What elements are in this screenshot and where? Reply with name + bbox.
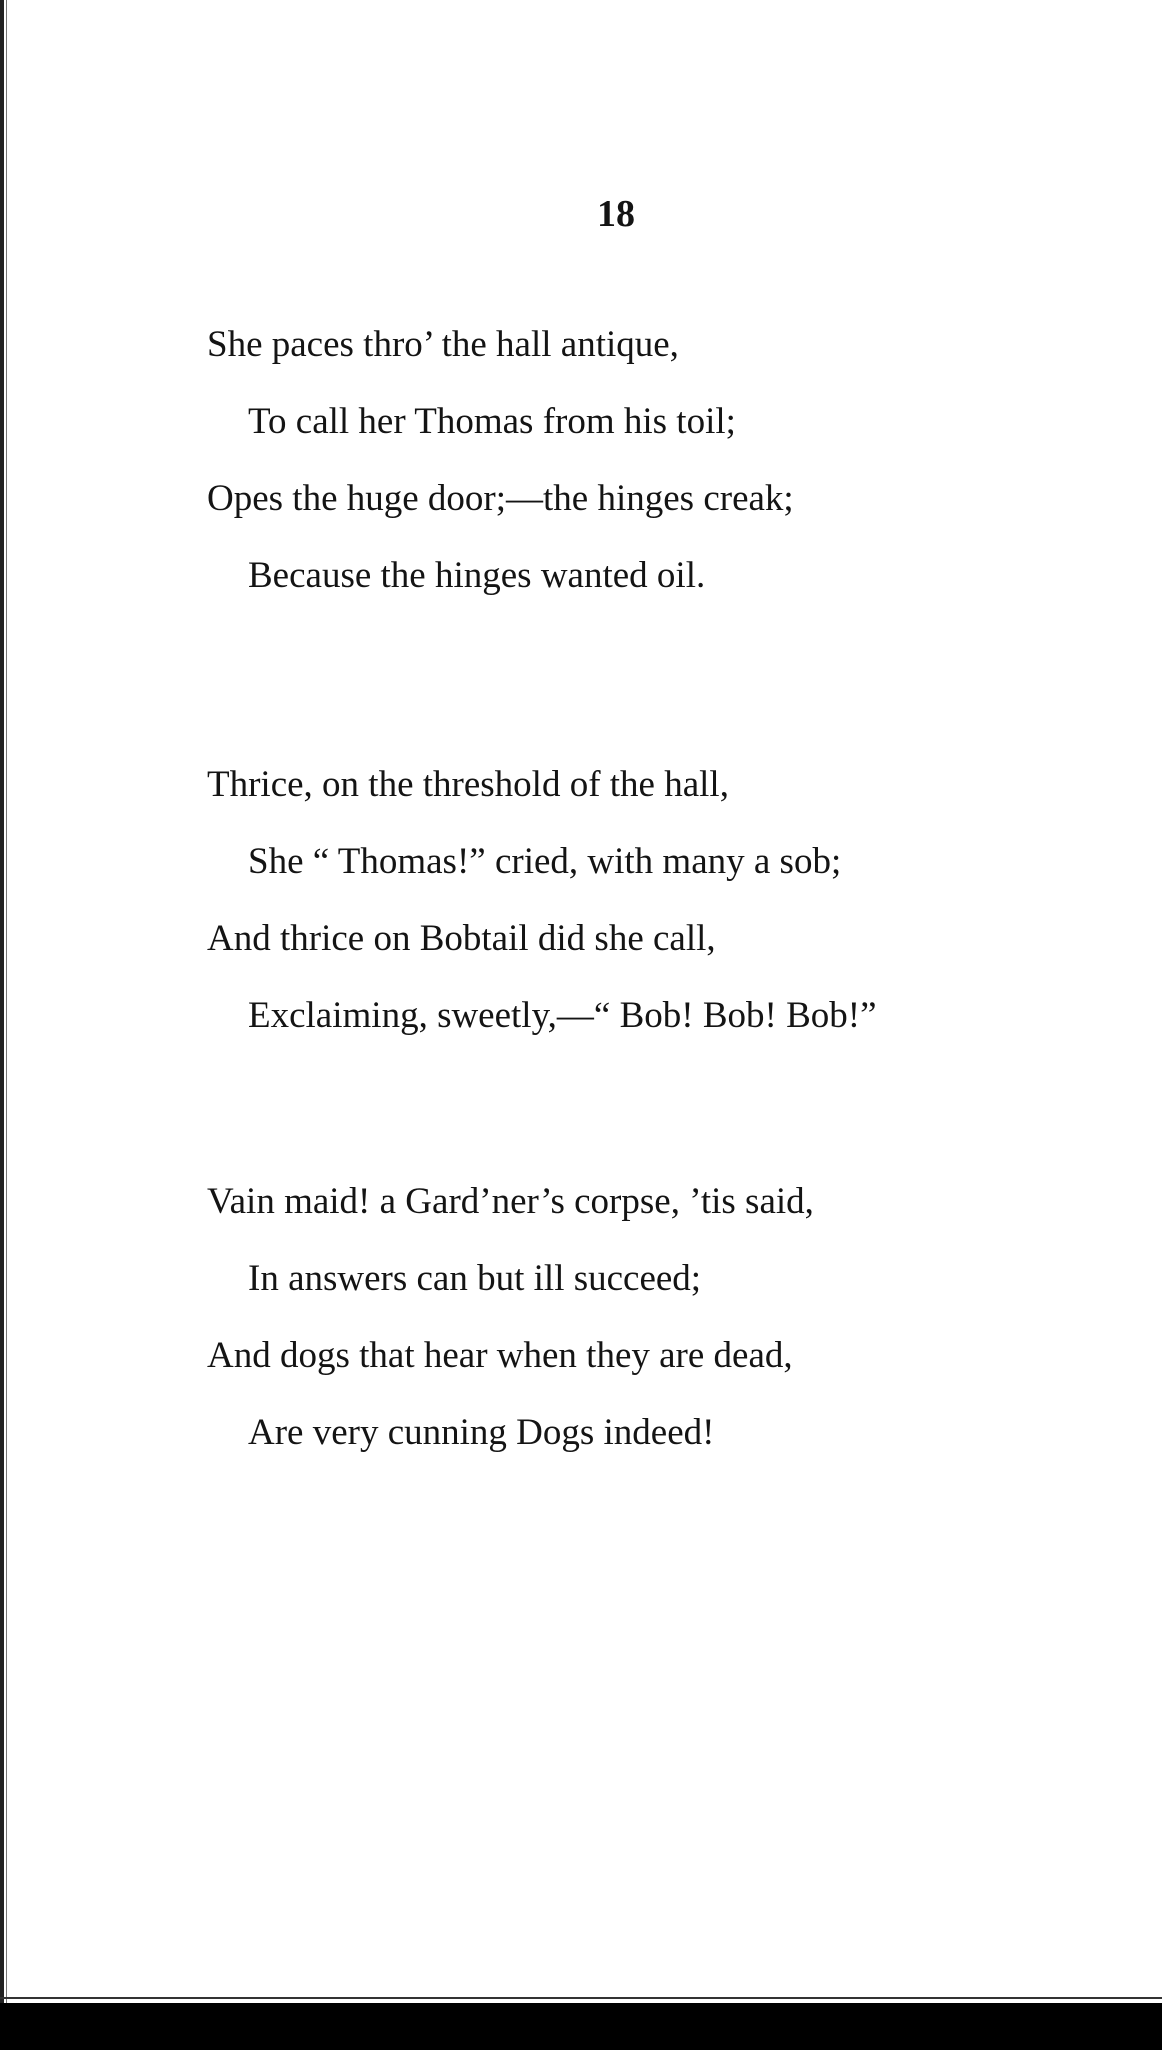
poem-line: Thrice, on the threshold of the hall, bbox=[207, 764, 729, 805]
poem-line: She “ Thomas!” cried, with many a sob; bbox=[248, 841, 842, 882]
poem-line: Because the hinges wanted oil. bbox=[248, 555, 706, 596]
bottom-scan-border bbox=[0, 2003, 1162, 2050]
poem-line: To call her Thomas from his toil; bbox=[248, 401, 736, 442]
page-left-edge-line bbox=[6, 0, 7, 2010]
poem-line: And dogs that hear when they are dead, bbox=[207, 1335, 793, 1376]
poem-line: She paces thro’ the hall antique, bbox=[207, 324, 679, 365]
page-left-edge bbox=[0, 0, 4, 2010]
poem-line: Vain maid! a Gard’ner’s corpse, ’tis said, bbox=[207, 1181, 814, 1222]
poem-line: Exclaiming, sweetly,—“ Bob! Bob! Bob!” bbox=[248, 995, 877, 1036]
bottom-rule-line bbox=[0, 1997, 1162, 1999]
poem-line: In answers can but ill succeed; bbox=[248, 1258, 702, 1299]
poem-line: Are very cunning Dogs indeed! bbox=[248, 1412, 715, 1453]
page-number: 18 bbox=[597, 193, 635, 235]
poem-line: And thrice on Bobtail did she call, bbox=[207, 918, 716, 959]
poem-line: Opes the huge door;—the hinges creak; bbox=[207, 478, 794, 519]
